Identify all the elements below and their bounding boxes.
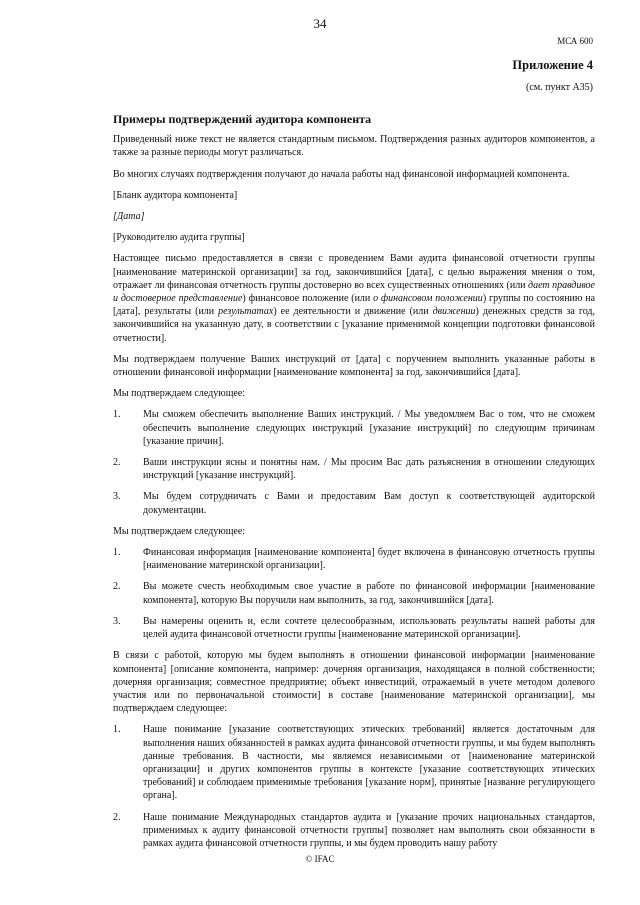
letter-paragraph-1: Настоящее письмо предоставляется в связи с проведением Вами аудита финансовой отчетности группы [наименование материнской организации] за год, закончившийся [дата], с целью выражения мнения о том, отражает ли финансовая отчетность группы достоверно во всех существенных отношениях (или дает правдивое и достоверное представление) финансовое положение (или о финансовом положении) группы по состоянию на [дата], результаты (или результатах) ее деятельности и движение (или движении) денежных средств за год, закончившийся на указанную дату, в соответствии с [указание применимой концепции подготовки финансовой отчетности]. <box>113 253 596 344</box>
letter-paragraph-3: В связи с работой, которую мы будем выполнять в отношении финансовой информации [наименование компонента] [описание компонента, например: дочерняя организация, находящаяся в полной собственности; дочерняя организация; совместное предприятие; объект инвестиций, отражаемый в учете методом долевого участия или по первоначальной стоимости] в составе [наименование материнской организации], мы подтверждаем следующее: <box>113 650 595 715</box>
list-item: 1. Финансовая информация [наименование компонента] будет включена в финансовую отчетность группы [наименование материнской организации]. <box>113 547 595 572</box>
list-item: 1. Наше понимание [указание соответствующих этических требований] является достаточным для выполнения наших обязанностей в рамках аудита финансовой отчетности группы, и мы будем выполнять данные требования. В частности, мы являемся независимыми от [наименование материнской организации] и других компонентов группы в контексте [указание соответствующих этических требований] и соблюдаем применимые требования [указание норм], принятые [название регулирующего органа]. <box>113 724 595 802</box>
section-title: Примеры подтверждений аудитора компонента <box>113 112 372 126</box>
list-item: 1. Мы сможем обеспечить выполнение Ваших инструкций. / Мы уведомляем Вас о том, что не сможем обеспечить выполнение следующих инструкций [указание инструкций] по следующим причинам [указание причин]. <box>113 409 595 447</box>
list-item: 2. Ваши инструкции ясны и понятны нам. / Мы просим Вас дать разъяснения в отношении следующих инструкций [указание инструкций]. <box>113 457 595 482</box>
letter-paragraph-2: Мы подтверждаем получение Ваших инструкций от [дата] с поручением выполнить указанные работы в отношении финансовой информации [наименование компонента] за год, закончившийся [дата]. <box>113 353 595 379</box>
intro-paragraph: Приведенный ниже текст не является стандартным письмом. Подтверждения разных аудиторов компонентов, а также за разные периоды могут различаться. <box>113 134 595 159</box>
standard-code: МСА 600 <box>557 36 593 46</box>
annex-reference: (см. пункт А35) <box>526 82 593 93</box>
confirmation-lead: Мы подтверждаем следующее: <box>113 388 246 400</box>
intro-paragraph: Во многих случаях подтверждения получают до начала работы над финансовой информацией компонента. <box>113 168 570 180</box>
document-body <box>113 113 595 858</box>
annex-title: Приложение 4 <box>512 58 593 72</box>
list-item: 2. Вы можете счесть необходимым свое участие в работе по финансовой информации [наименование компонента], которую Вы поручили нам выполнить, за год, закончившийся [дата]. <box>113 581 595 606</box>
date-placeholder: [Дата] <box>113 211 145 223</box>
list-item: 3. Мы будем сотрудничать с Вами и предоставим Вам доступ к соответствующей аудиторской документации. <box>113 491 595 516</box>
confirmation-lead: Мы подтверждаем следующее: <box>113 525 246 537</box>
page-number: 34 <box>313 16 327 31</box>
page-footer: © IFAC <box>305 854 335 864</box>
letterhead-placeholder: [Бланк аудитора компонента] <box>113 189 238 201</box>
list-item: 2. Наше понимание Международных стандартов аудита и [указание прочих национальных стандартов, применимых к аудиту финансовой отчетности группы] позволяет нам выполнять свои обязанности в рамках аудита финансовой отчетности группы, и мы будем проводить нашу работу <box>113 811 595 849</box>
list-item: 3. Вы намерены оценить и, если сочтете целесообразным, использовать результаты нашей работы для целей аудита финансовой отчетности группы [наименование материнской организации]. <box>113 615 595 641</box>
addressee-placeholder: [Руководителю аудита группы] <box>113 232 245 244</box>
